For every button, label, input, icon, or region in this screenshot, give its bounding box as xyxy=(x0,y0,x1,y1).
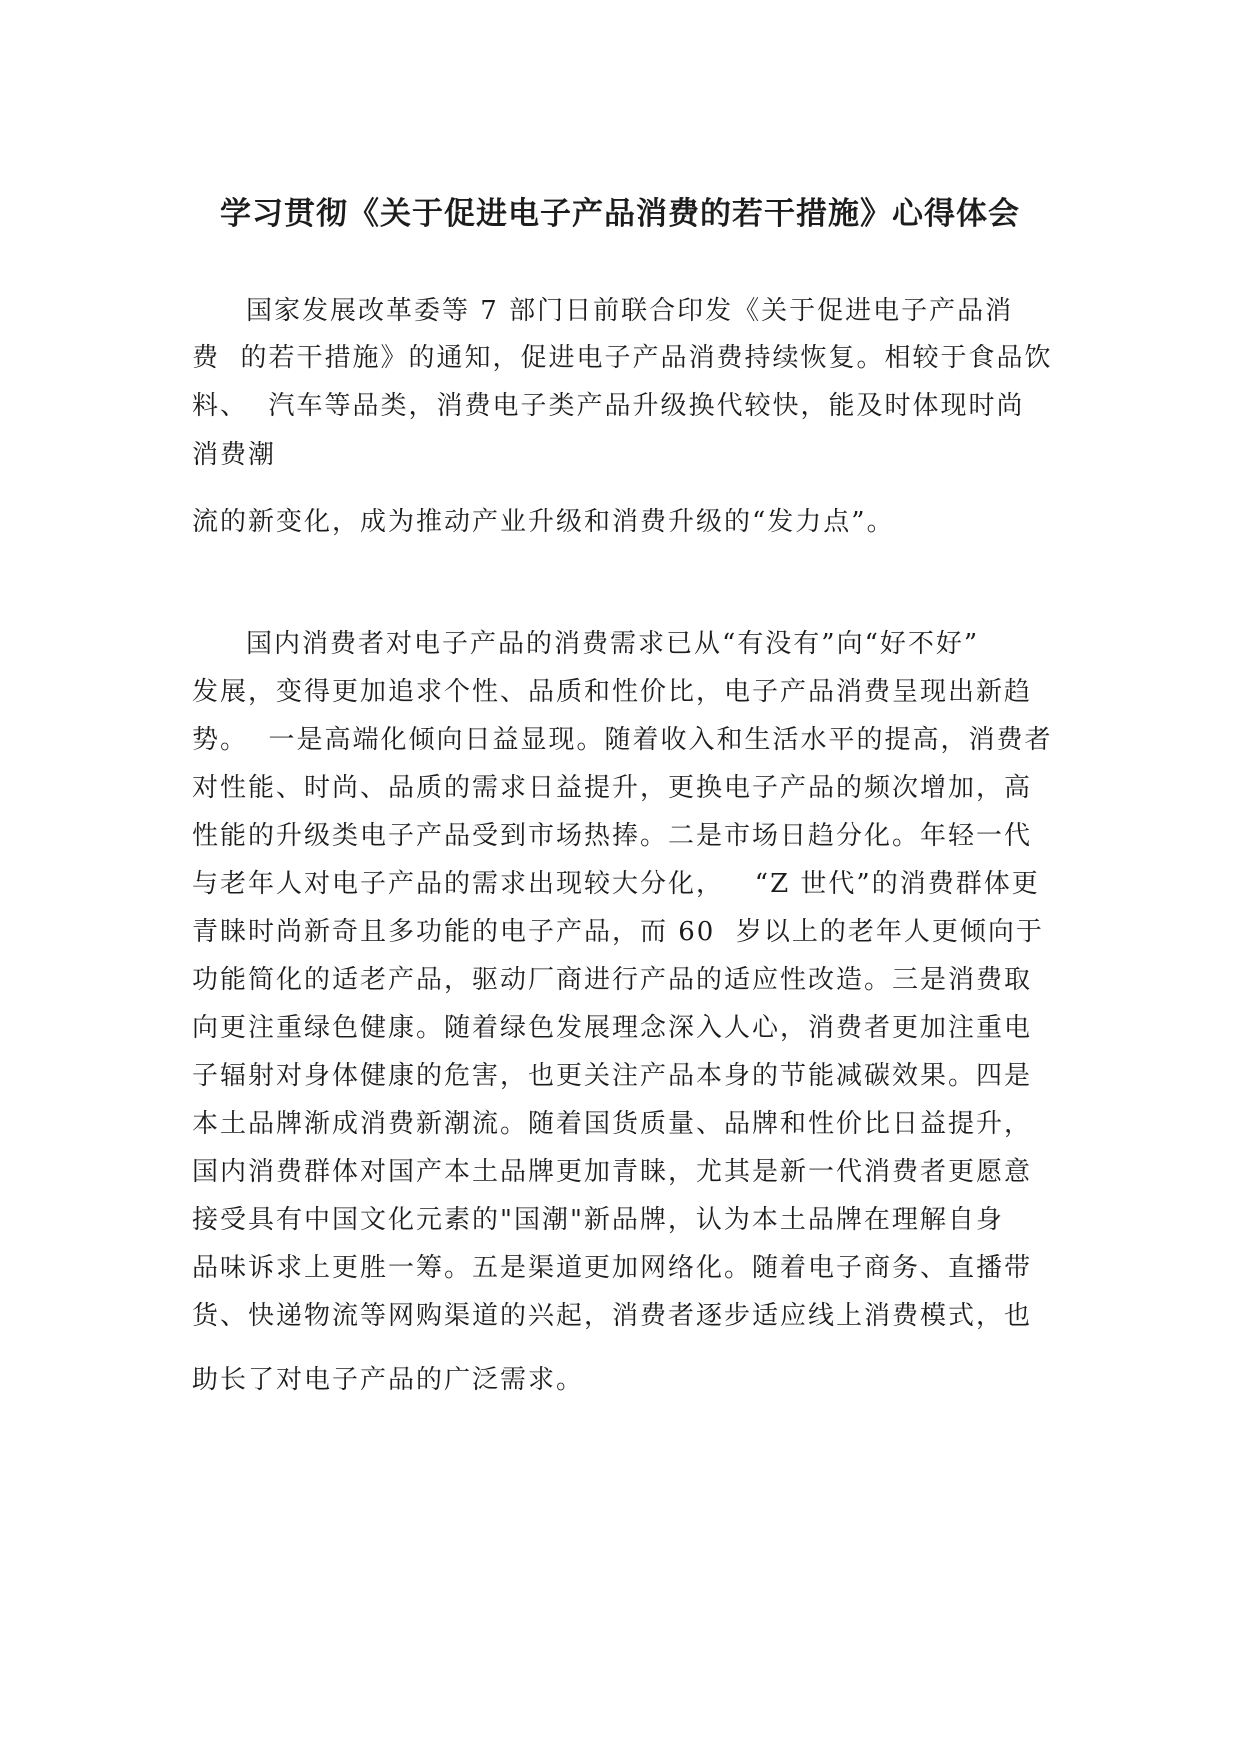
document-title: 学习贯彻《关于促进电子产品消费的若干措施》心得体会 xyxy=(220,196,1020,232)
paragraph-2-line-10: 子辐射对身体健康的危害，也更关注产品本身的节能减碳效果。四是 xyxy=(192,1061,1033,1091)
paragraph-2-line-1: 国内消费者对电子产品的消费需求已从“有没有”向“好不好” xyxy=(246,629,980,659)
paragraph-1-line-1: 国家发展改革委等 7 部门日前联合印发《关于促进电子产品消 xyxy=(246,296,1014,326)
paragraph-2-line-11: 本土品牌渐成消费新潮流。随着国货质量、品牌和性价比日益提升， xyxy=(192,1109,1033,1139)
paragraph-1-line-2: 费 的若干措施》的通知，促进电子产品消费持续恢复。相较于食品饮 xyxy=(192,343,1053,373)
paragraph-2-line-3: 势。 一是高端化倾向日益显现。随着收入和生活水平的提高，消费者 xyxy=(192,725,1053,755)
paragraph-2-line-8: 功能简化的适老产品，驱动厂商进行产品的适应性改造。三是消费取 xyxy=(192,965,1033,995)
paragraph-2-line-2: 发展，变得更加追求个性、品质和性价比，电子产品消费呈现出新趋 xyxy=(192,677,1033,707)
paragraph-2-line-14: 品味诉求上更胜一筹。五是渠道更加网络化。随着电子商务、直播带 xyxy=(192,1253,1033,1283)
paragraph-2-line-5: 性能的升级类电子产品受到市场热捧。二是市场日趋分化。年轻一代 xyxy=(192,821,1033,851)
paragraph-1-line-5: 流的新变化，成为推动产业升级和消费升级的“发力点”。 xyxy=(192,507,895,537)
paragraph-2-line-4: 对性能、时尚、品质的需求日益提升，更换电子产品的频次增加，高 xyxy=(192,773,1033,803)
paragraph-2-line-12: 国内消费群体对国产本土品牌更加青睐，尤其是新一代消费者更愿意 xyxy=(192,1157,1033,1187)
paragraph-2-line-13: 接受具有中国文化元素的"国潮"新品牌，认为本土品牌在理解自身 xyxy=(192,1205,1004,1235)
paragraph-1-line-4: 消费潮 xyxy=(192,440,277,470)
paragraph-1-line-3: 料、 汽车等品类，消费电子类产品升级换代较快，能及时体现时尚 xyxy=(192,391,1025,421)
paragraph-2-line-9: 向更注重绿色健康。随着绿色发展理念深入人心，消费者更加注重电 xyxy=(192,1013,1033,1043)
paragraph-2-line-15: 货、快递物流等网购渠道的兴起，消费者逐步适应线上消费模式，也 xyxy=(192,1301,1033,1331)
paragraph-2-line-6: 与老年人对电子产品的需求出现较大分化， “Z 世代”的消费群体更 xyxy=(192,869,1040,899)
paragraph-2-line-7: 青睐时尚新奇且多功能的电子产品，而 60 岁以上的老年人更倾向于 xyxy=(192,917,1044,947)
paragraph-2-line-16: 助长了对电子产品的广泛需求。 xyxy=(192,1365,585,1395)
